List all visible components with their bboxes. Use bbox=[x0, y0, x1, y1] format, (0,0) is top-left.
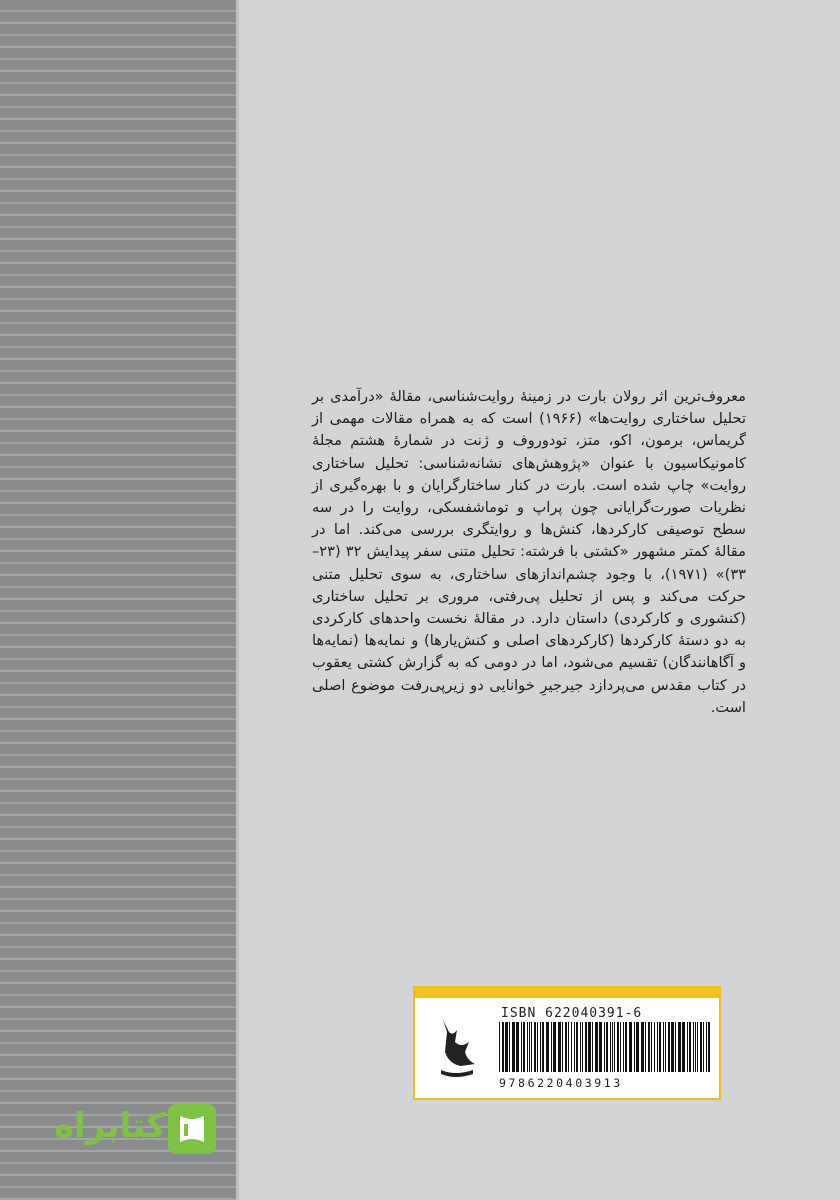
barcode-panel bbox=[413, 986, 721, 1100]
watermark-text: کتابراه bbox=[53, 1106, 166, 1146]
barcode-accent-bar bbox=[415, 988, 719, 998]
ean-digits: 9786220403913 bbox=[499, 1076, 623, 1090]
book-icon bbox=[166, 1102, 218, 1156]
watermark bbox=[38, 1098, 218, 1158]
barcode-bars bbox=[497, 1022, 711, 1076]
spine-stripes bbox=[0, 0, 236, 1200]
publisher-logo-icon bbox=[435, 1012, 481, 1082]
spine-edge bbox=[236, 0, 239, 1200]
isbn-label: ISBN 622040391-6 bbox=[501, 1006, 643, 1021]
back-cover-blurb: معروف‌ترین اثر رولان بارت در زمینهٔ روایت‌شناسی، مقالهٔ «درآمدی بر تحلیل ساختاری روایت‌ها» (۱۹۶۶) است که به همراه مقالات مهمی از گریماس، برمون، اکو، متز، تودوروف و ژنت در شمارهٔ هشتم مجلهٔ کامونیکاسیون با عنوان «پژوهش‌های نشانه‌شناسی: تحلیل ساختاری روایت» چاپ شده است. بارت در کنار ساختارگرایان و با بهره‌گیری از نظریات صورت‌گرایانی چون پراپ و توماشفسکی، روایت را در سه سطح توصیفی کارکردها، کنش‌ها و روایتگری بررسی می‌کند. اما در مقالهٔ کمتر مشهور «کشتی با فرشته: تحلیل متنی سفر پیدایش ۳۲ (۲۳–۳۳)» (۱۹۷۱)، با وجود چشم‌اندازهای ساختاری، به سوی تحلیل متنی حرکت می‌کند و پس از تحلیل پی‌رفتی، مروری بر تحلیل ساختاری (کنشوری و کارکردی) داستان دارد. در مقالهٔ نخست واحدهای کارکردی به دو دستهٔ کارکردها (کارکردهای اصلی و کنش‌یارها) و نمایه‌ها (نمایه‌ها و آگاهانندگان) تقسیم می‌شود، اما در دومی که به گزارش کشتی یعقوب در کتاب مقدس می‌پردازد جیرجیرِ خوانایی دو زیرپی‌رفت موضوع اصلی است. bbox=[312, 388, 746, 716]
